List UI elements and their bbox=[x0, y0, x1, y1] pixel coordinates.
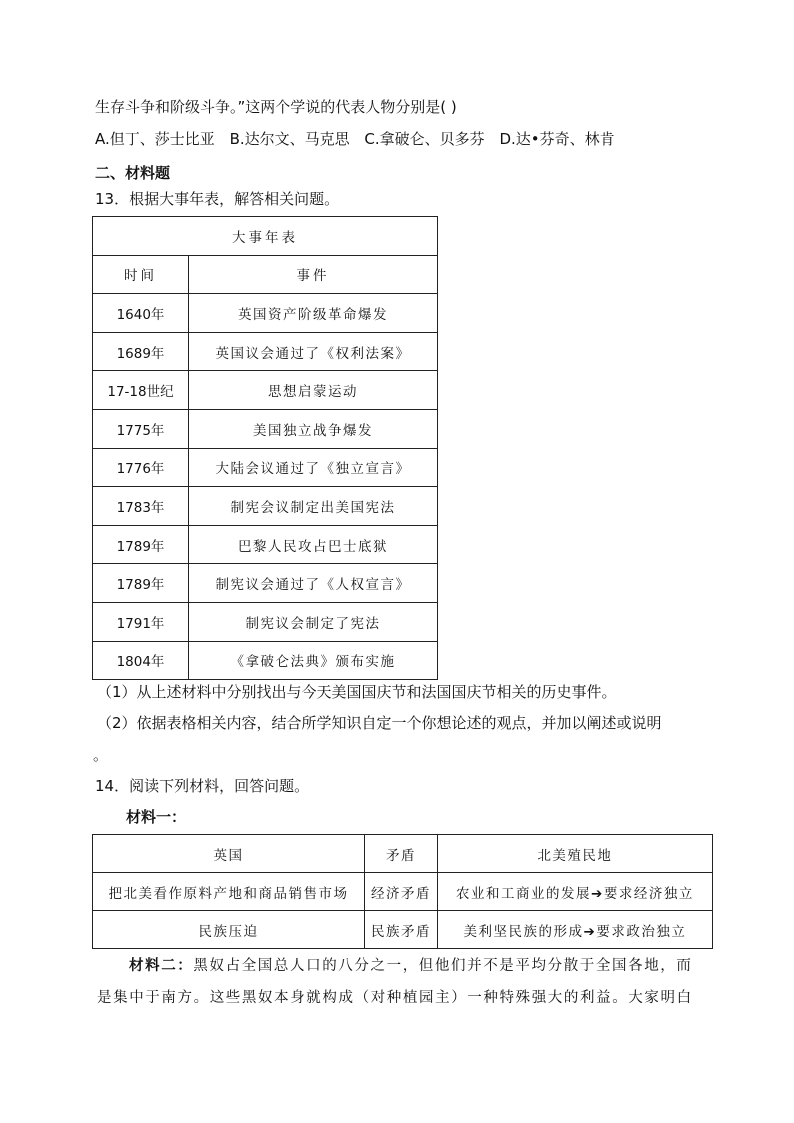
table-row bbox=[93, 525, 438, 564]
row-colony: 农业和工商业的发展➔要求经济独立 bbox=[437, 873, 712, 911]
row-event: 英国议会通过了《权利法案》 bbox=[189, 332, 438, 371]
header-britain: 英国 bbox=[93, 835, 365, 873]
row-event: 制宪议会制定了宪法 bbox=[189, 602, 438, 641]
material-1-label: 材料一： bbox=[126, 808, 187, 826]
row-year: 1689年 bbox=[93, 332, 189, 371]
row-year: 1804年 bbox=[93, 641, 189, 680]
table-row bbox=[93, 602, 438, 641]
row-event: 巴黎人民攻占巴士底狱 bbox=[189, 525, 438, 564]
row-year: 1791年 bbox=[93, 602, 189, 641]
header-event: 事件 bbox=[189, 255, 438, 294]
table-row bbox=[93, 487, 438, 526]
row-event: 制宪议会通过了《人权宣言》 bbox=[189, 564, 438, 603]
row-year: 1776年 bbox=[93, 448, 189, 487]
row-year: 1789年 bbox=[93, 525, 189, 564]
material-2-line-2: 是集中于南方。这些黑奴本身就构成（对种植园主）一种特殊强大的利益。大家明白 bbox=[97, 990, 693, 1006]
row-britain: 把北美看作原料产地和商品销售市场 bbox=[93, 873, 365, 911]
question-13-sub-1: （1）从上述材料中分别找出与今天美国国庆节和法国国庆节相关的历史事件。 bbox=[97, 683, 617, 701]
row-year: 1783年 bbox=[93, 487, 189, 526]
section-title: 二、材料题 bbox=[95, 164, 171, 182]
row-colony: 美利坚民族的形成➔要求政治独立 bbox=[437, 911, 712, 949]
row-event: 英国资产阶级革命爆发 bbox=[189, 294, 438, 333]
conflict-table bbox=[92, 834, 713, 949]
row-event: 制宪会议制定出美国宪法 bbox=[189, 487, 438, 526]
header-colony: 北美殖民地 bbox=[437, 835, 712, 873]
option-a[interactable]: A.但丁、莎士比亚 bbox=[95, 130, 215, 148]
option-c[interactable]: C.拿破仑、贝多芬 bbox=[364, 130, 485, 148]
material-2-label: 材料二： bbox=[129, 957, 194, 974]
table-row bbox=[93, 294, 438, 333]
material-2-line-1 bbox=[129, 954, 749, 975]
question-13-sub-2: （2）依据表格相关内容，结合所学知识自定一个你想论述的观点，并加以阐述或说明 bbox=[97, 714, 662, 732]
row-year: 1775年 bbox=[93, 409, 189, 448]
table-row bbox=[93, 448, 438, 487]
table-row bbox=[93, 409, 438, 448]
table-row bbox=[93, 371, 438, 410]
question-13-stem: 13．根据大事年表，解答相关问题。 bbox=[95, 190, 340, 208]
table-row bbox=[93, 332, 438, 371]
row-event: 思想启蒙运动 bbox=[189, 371, 438, 410]
table-row bbox=[93, 911, 713, 949]
question-14-stem: 14．阅读下列材料，回答问题。 bbox=[95, 777, 310, 795]
row-year: 1789年 bbox=[93, 564, 189, 603]
table-row bbox=[93, 873, 713, 911]
table-row bbox=[93, 564, 438, 603]
row-event: 大陆会议通过了《独立宣言》 bbox=[189, 448, 438, 487]
row-conflict: 经济矛盾 bbox=[365, 873, 438, 911]
option-d[interactable]: D.达•芬奇、林肯 bbox=[499, 130, 615, 148]
table-row bbox=[93, 641, 438, 680]
question-12-options bbox=[95, 128, 625, 149]
timeline-table-title: 大事年表 bbox=[93, 217, 438, 256]
row-conflict: 民族矛盾 bbox=[365, 911, 438, 949]
question-13-sub-2-end: 。 bbox=[93, 746, 109, 764]
header-conflict: 矛盾 bbox=[365, 835, 438, 873]
row-year: 17-18世纪 bbox=[93, 371, 189, 410]
row-event: 《拿破仑法典》颁布实施 bbox=[189, 641, 438, 680]
option-b[interactable]: B.达尔文、马克思 bbox=[229, 130, 350, 148]
header-time: 时间 bbox=[93, 255, 189, 294]
row-event: 美国独立战争爆发 bbox=[189, 409, 438, 448]
question-12-stem-end: 生存斗争和阶级斗争。”这两个学说的代表人物分别是( ) bbox=[95, 98, 457, 116]
row-britain: 民族压迫 bbox=[93, 911, 365, 949]
material-2-text: 黑奴占全国总人口的八分之一，但他们并不是平均分散于全国各地，而 bbox=[193, 958, 693, 974]
timeline-table bbox=[92, 216, 438, 680]
row-year: 1640年 bbox=[93, 294, 189, 333]
